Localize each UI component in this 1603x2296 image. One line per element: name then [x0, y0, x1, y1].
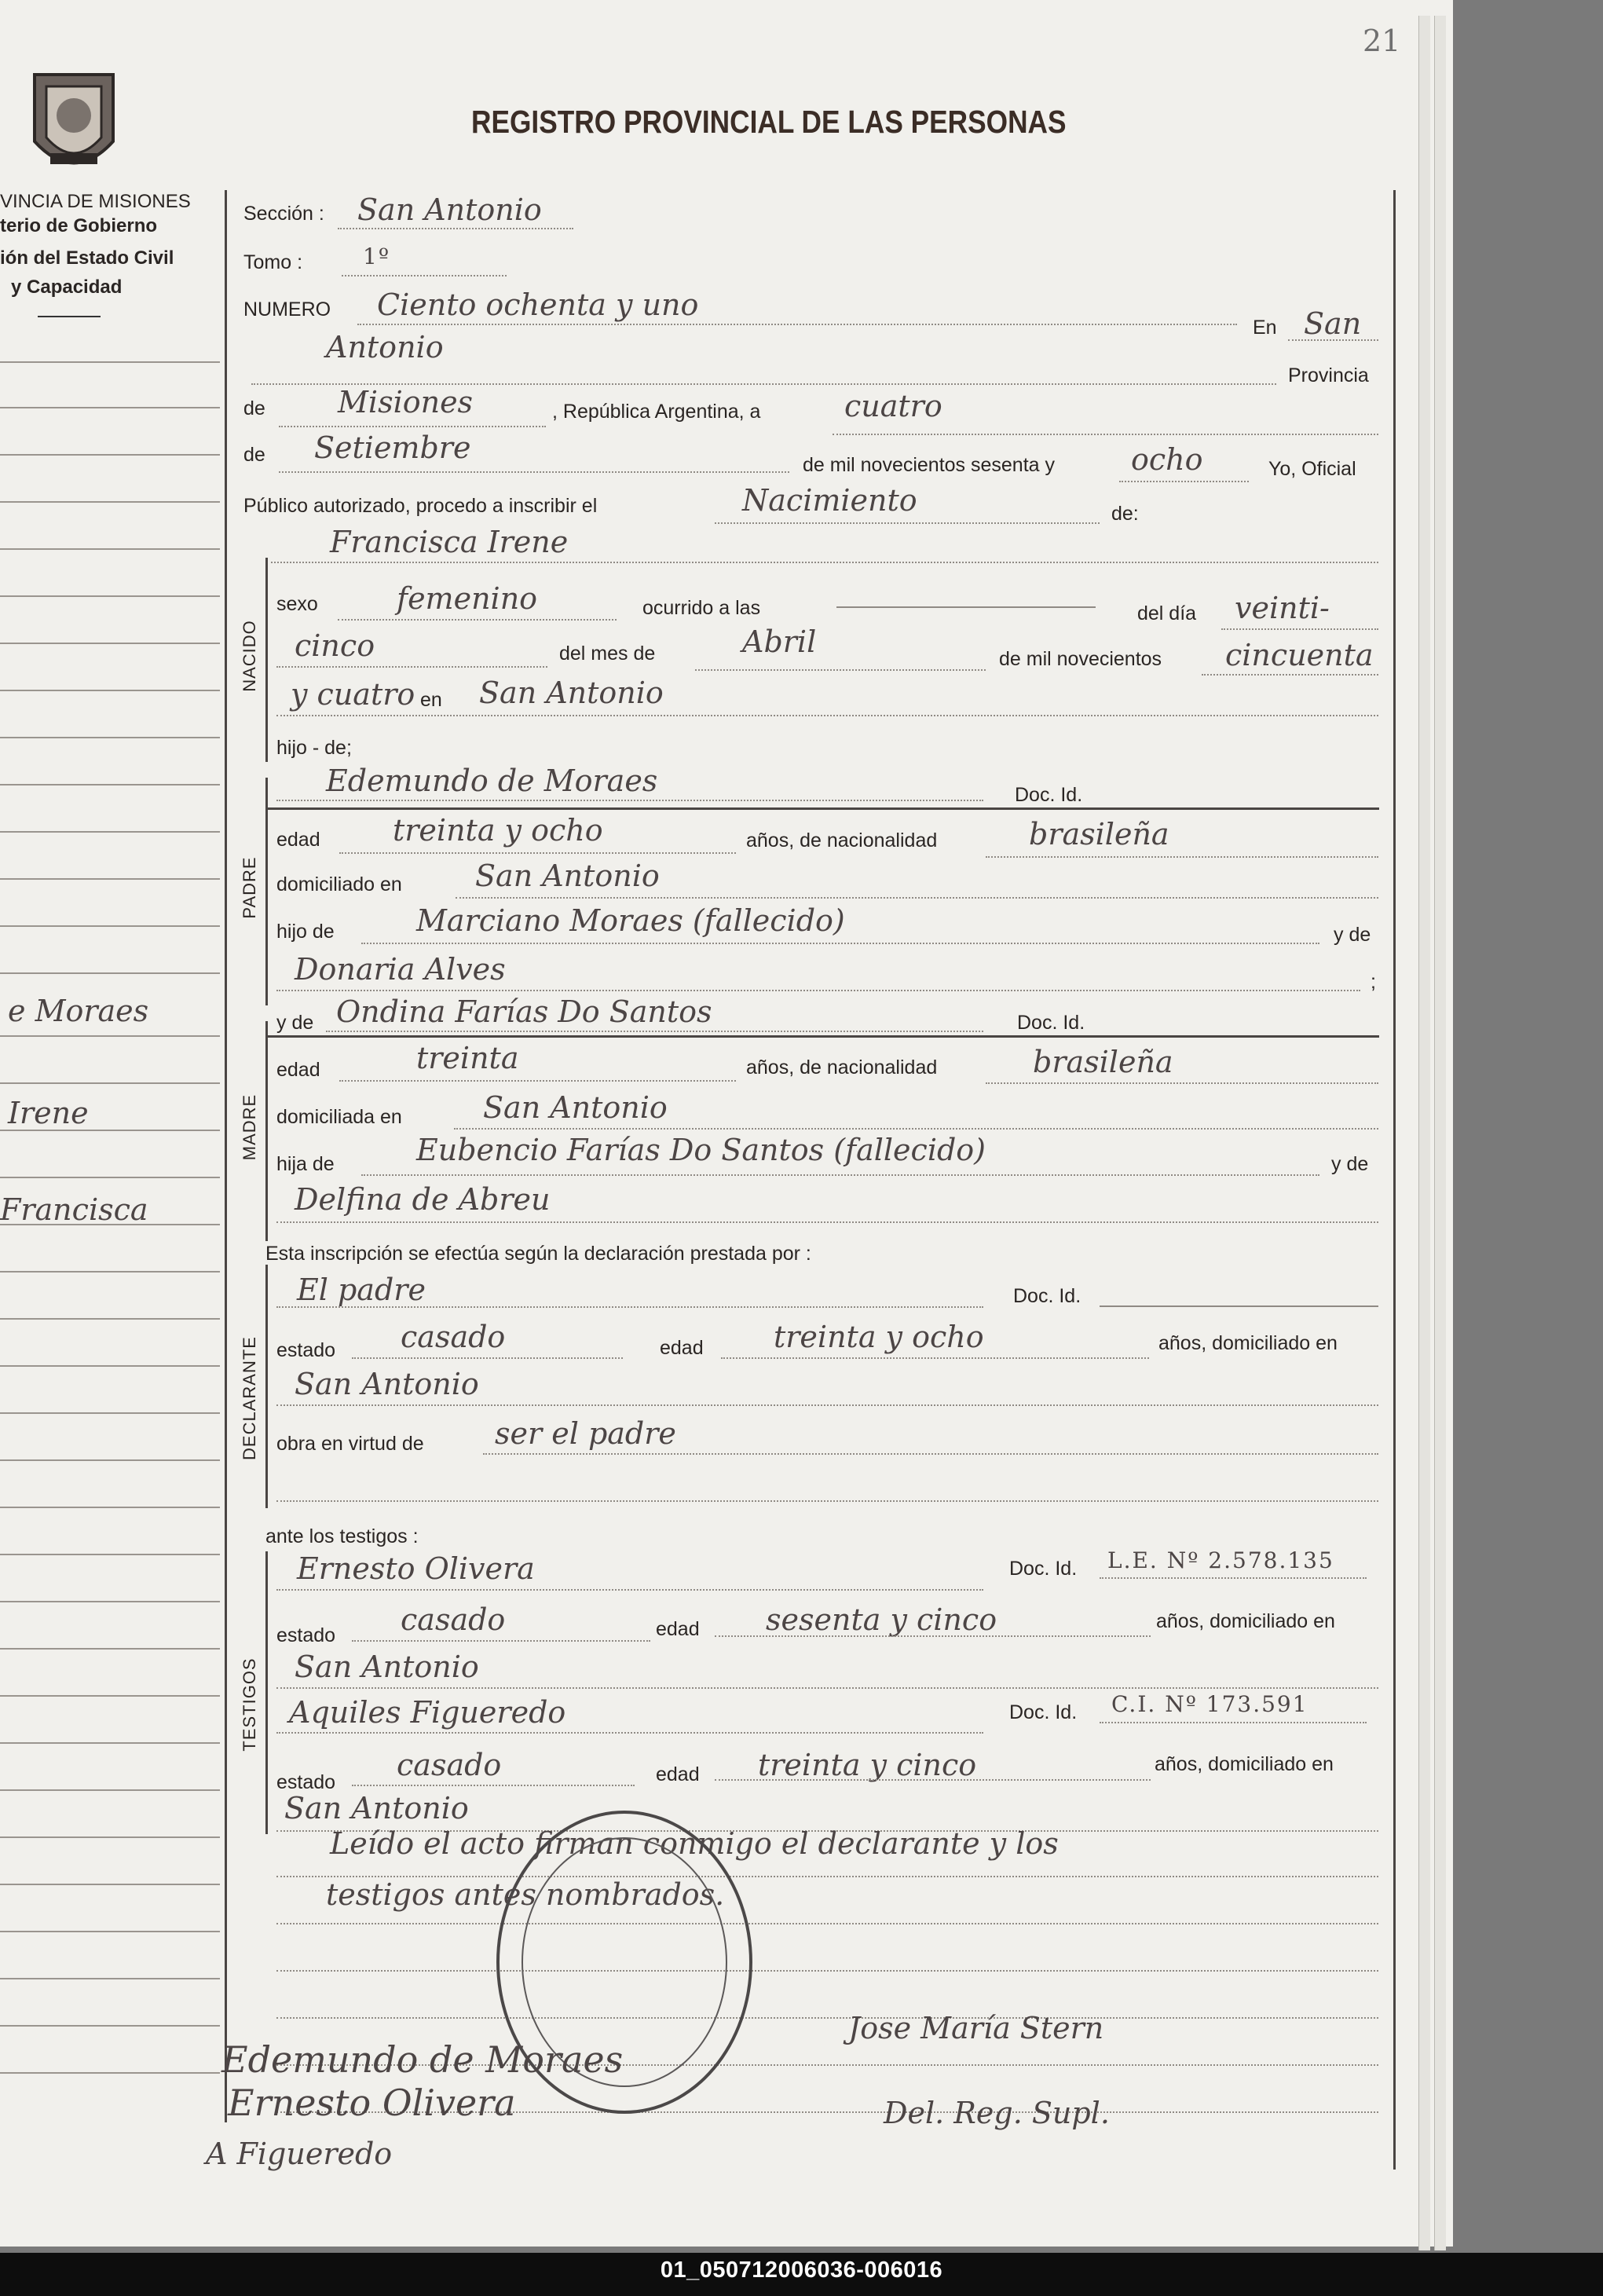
fill-line — [1100, 1305, 1378, 1307]
value-testigo2-dom: San Antonio — [284, 1791, 469, 1825]
section-bracket — [265, 558, 268, 762]
label-esta-inscripcion: Esta inscripción se efectúa según la declaración prestada por : — [265, 1243, 811, 1265]
value-lugar: San Antonio — [479, 676, 664, 710]
column-rule — [225, 190, 227, 2122]
value-decl-dom: San Antonio — [295, 1367, 479, 1401]
margin-line — [0, 1271, 220, 1273]
section-bracket — [265, 1021, 268, 1241]
section-rule — [265, 1035, 1379, 1038]
margin-line — [0, 831, 220, 833]
margin-line — [0, 361, 220, 363]
label-doc-id: Doc. Id. — [1009, 1558, 1078, 1580]
label-doc-id: Doc. Id. — [1009, 1701, 1078, 1723]
margin-line — [0, 1082, 220, 1084]
value-madre-dom: San Antonio — [483, 1090, 668, 1125]
header-line: ión del Estado Civil — [0, 247, 174, 269]
label-doc-id: Doc. Id. — [1015, 784, 1083, 806]
label-obra-virtud: obra en virtud de — [276, 1433, 424, 1455]
margin-line — [0, 1884, 220, 1885]
column-rule — [1393, 190, 1396, 2170]
label-edad: edad — [660, 1337, 704, 1359]
margin-line — [0, 1648, 220, 1650]
value-anio-nac: cincuenta — [1225, 638, 1374, 672]
value-decl-virtud: ser el padre — [495, 1416, 676, 1451]
label-en: En — [1253, 317, 1277, 339]
label-anos-nac: años, de nacionalidad — [746, 1056, 938, 1078]
label-estado: estado — [276, 1624, 336, 1646]
fill-line — [276, 1923, 1378, 1924]
page-edge — [1434, 16, 1446, 2250]
value-acto: Nacimiento — [742, 483, 917, 518]
section-label-madre: MADRE — [240, 1093, 259, 1161]
label-y-de-madre: y de — [276, 1012, 314, 1034]
fill-line — [326, 1031, 983, 1032]
fill-line — [339, 852, 736, 854]
label-republica: , República Argentina, a — [552, 401, 761, 423]
margin-line — [0, 1035, 220, 1037]
fill-line — [276, 1589, 983, 1591]
section-label-testigos: TESTIGOS — [240, 1657, 259, 1752]
fill-line — [276, 715, 1378, 716]
margin-line — [0, 454, 220, 456]
value-decl-edad: treinta y ocho — [774, 1320, 984, 1354]
fill-line — [276, 666, 547, 668]
section-bracket — [265, 1265, 268, 1508]
margin-line — [0, 1789, 220, 1791]
value-dia-cont: cinco — [295, 628, 375, 663]
fill-line — [276, 1970, 1378, 1972]
label-de-colon: de: — [1111, 503, 1139, 525]
signature-testigo2: A Figueredo — [206, 2137, 393, 2171]
fill-line — [483, 1453, 1378, 1455]
fill-line — [1100, 1722, 1367, 1723]
label-estado: estado — [276, 1771, 336, 1793]
fill-line — [715, 1635, 1151, 1637]
fill-line — [276, 1404, 1378, 1406]
value-en-cont: Antonio — [326, 330, 444, 364]
fill-line — [276, 800, 983, 801]
label-seccion: Sección : — [243, 203, 324, 225]
label-estado: estado — [276, 1339, 336, 1361]
label-edad: edad — [656, 1618, 700, 1640]
margin-line — [0, 1836, 220, 1838]
value-madre-nac: brasileña — [1033, 1045, 1173, 1079]
label-sexo: sexo — [276, 593, 318, 615]
margin-note: Francisca — [0, 1192, 148, 1227]
fill-line — [361, 1174, 1319, 1176]
section-label-nacido: NACIDO — [240, 620, 259, 692]
section-label-padre: PADRE — [240, 856, 259, 919]
fill-line — [454, 1128, 1378, 1130]
margin-line — [0, 1742, 220, 1744]
margin-note: Irene — [8, 1096, 89, 1130]
label-del-mes: del mes de — [559, 643, 656, 665]
value-testigo2-edad: treinta y cinco — [758, 1748, 977, 1782]
page-number: 21 — [1363, 24, 1401, 58]
margin-line — [0, 548, 220, 550]
header-line: terio de Gobierno — [0, 215, 158, 236]
label-anos-dom: años, domiciliado en — [1156, 1610, 1335, 1632]
margin-line — [0, 1554, 220, 1555]
value-testigo2-estado: casado — [397, 1748, 502, 1782]
fill-line — [1119, 481, 1249, 482]
margin-note: e Moraes — [8, 994, 149, 1028]
label-numero: NUMERO — [243, 298, 331, 320]
label-domiciliada-en: domiciliada en — [276, 1106, 402, 1128]
official-title: Del. Reg. Supl. — [884, 2096, 1110, 2130]
fill-line — [715, 1779, 1151, 1781]
header-rule — [38, 316, 101, 317]
header-line: y Capacidad — [11, 276, 123, 298]
margin-line — [0, 407, 220, 408]
fill-line — [836, 606, 1096, 608]
header-line: VINCIA DE MISIONES — [0, 191, 191, 212]
margin-line — [0, 1695, 220, 1697]
value-seccion: San Antonio — [357, 192, 542, 227]
label-hijo-de: hijo de — [276, 921, 335, 943]
fill-line — [276, 2017, 1378, 2019]
value-abuela-paterna: Donaria Alves — [295, 952, 506, 987]
section-rule — [265, 807, 1379, 810]
value-en: San — [1304, 306, 1362, 341]
value-decl-estado: casado — [401, 1320, 506, 1354]
value-testigo2-doc: C.I. Nº 173.591 — [1111, 1691, 1308, 1717]
value-abuelo-materno: Eubencio Farías Do Santos (fallecido) — [416, 1133, 986, 1167]
fill-line — [1288, 339, 1378, 341]
label-anos-nac: años, de nacionalidad — [746, 829, 938, 851]
margin-line — [0, 972, 220, 974]
value-anio: ocho — [1131, 442, 1203, 477]
label-de-mil-nov: de mil novecientos — [999, 648, 1162, 670]
fill-line — [986, 856, 1378, 858]
footer-id: 01_050712006036-006016 — [660, 2258, 943, 2283]
value-anio-cont: y cuatro — [291, 677, 415, 712]
label-semicolon: ; — [1371, 971, 1376, 993]
fill-line — [833, 434, 1378, 435]
fill-line — [279, 471, 789, 473]
signature-testigo1: Ernesto Olivera — [228, 2082, 516, 2124]
value-tomo: 1º — [363, 244, 390, 269]
fill-line — [338, 228, 573, 229]
fill-line — [271, 562, 1378, 563]
margin-line — [0, 1318, 220, 1320]
label-doc-id: Doc. Id. — [1017, 1012, 1085, 1034]
value-madre-nombre: Ondina Farías Do Santos — [336, 994, 712, 1029]
label-y-de: y de — [1334, 924, 1371, 946]
fill-line — [276, 1687, 1378, 1689]
label-edad: edad — [276, 1059, 320, 1081]
margin-line — [0, 1931, 220, 1932]
fill-line — [715, 522, 1100, 524]
page-edge — [1418, 16, 1430, 2250]
label-anos-dom: años, domiciliado en — [1155, 1753, 1334, 1775]
fill-line — [986, 1082, 1378, 1084]
value-padre-dom: San Antonio — [475, 859, 660, 893]
value-testigo1-doc: L.E. Nº 2.578.135 — [1107, 1547, 1334, 1573]
fill-line — [361, 943, 1319, 944]
value-padre-nac: brasileña — [1029, 817, 1169, 851]
value-declarante: El padre — [297, 1273, 426, 1307]
margin-line — [0, 2072, 220, 2074]
fill-line — [1202, 674, 1378, 676]
fill-line — [456, 897, 1378, 899]
label-provincia: Provincia — [1288, 364, 1369, 386]
label-ocurrido: ocurrido a las — [642, 597, 761, 619]
value-abuelo-paterno: Marciano Moraes (fallecido) — [416, 903, 845, 938]
fill-line — [357, 324, 1237, 325]
label-edad: edad — [656, 1763, 700, 1785]
closing-line-2: testigos antes nombrados. — [326, 1877, 725, 1912]
margin-line — [0, 737, 220, 738]
coat-of-arms-icon — [19, 67, 129, 185]
margin-line — [0, 643, 220, 644]
value-del-dia: veinti- — [1235, 591, 1330, 625]
label-mil-nov: de mil novecientos sesenta y — [803, 454, 1056, 476]
label-anos-dom: años, domiciliado en — [1158, 1332, 1338, 1354]
value-mes-nac: Abril — [742, 624, 817, 659]
value-nombre: Francisca Irene — [330, 525, 569, 559]
fill-line — [352, 1357, 623, 1359]
label-de: de — [243, 397, 265, 419]
closing-line-1: Leído el acto firman conmigo el declarante y los — [330, 1826, 1059, 1861]
value-testigo1-estado: casado — [401, 1602, 506, 1637]
margin-line — [0, 1601, 220, 1602]
label-edad: edad — [276, 829, 320, 851]
margin-line — [0, 1412, 220, 1414]
label-doc-id: Doc. Id. — [1013, 1285, 1081, 1307]
label-de: de — [243, 444, 265, 466]
margin-line — [0, 878, 220, 880]
fill-line — [339, 1080, 736, 1082]
value-testigo1-edad: sesenta y cinco — [766, 1602, 997, 1637]
fill-line — [1221, 628, 1378, 630]
margin-line — [0, 925, 220, 927]
label-del-dia: del día — [1137, 602, 1197, 624]
margin-line — [0, 2025, 220, 2027]
value-mes: Setiembre — [314, 430, 471, 465]
fill-line — [342, 275, 507, 276]
section-bracket — [265, 778, 268, 1005]
margin-line — [0, 784, 220, 785]
label-domiciliado-en: domiciliado en — [276, 873, 402, 895]
fill-line — [352, 1785, 635, 1786]
fill-line — [695, 669, 986, 671]
fill-line — [1100, 1577, 1367, 1579]
fill-line — [279, 426, 546, 427]
section-label-declarante: DECLARANTE — [240, 1336, 259, 1460]
label-hijo-de: hijo - de; — [276, 737, 352, 759]
value-abuela-materna: Delfina de Abreu — [295, 1182, 551, 1217]
margin-line — [0, 1177, 220, 1178]
margin-line — [0, 1507, 220, 1508]
value-numero: Ciento ochenta y uno — [377, 287, 699, 322]
margin-line — [0, 595, 220, 597]
label-hija-de: hija de — [276, 1153, 335, 1175]
section-bracket — [265, 1551, 268, 1834]
fill-line — [276, 1221, 1378, 1223]
label-en: en — [420, 689, 442, 711]
label-y-de: y de — [1331, 1153, 1369, 1175]
margin-line — [0, 1459, 220, 1461]
label-yo-oficial: Yo, Oficial — [1268, 458, 1356, 480]
label-tomo: Tomo : — [243, 251, 303, 273]
signature-declarante: Edemundo de Moraes — [221, 2038, 624, 2081]
value-padre-nombre: Edemundo de Moraes — [326, 764, 658, 798]
margin-line — [0, 1978, 220, 1979]
fill-line — [276, 990, 1360, 991]
fill-line — [276, 1306, 983, 1308]
fill-line — [721, 1357, 1149, 1359]
value-madre-edad: treinta — [416, 1041, 519, 1075]
value-testigo1-dom: San Antonio — [295, 1650, 479, 1684]
margin-line — [0, 1365, 220, 1367]
value-dia: cuatro — [844, 389, 942, 423]
document-title: REGISTRO PROVINCIAL DE LAS PERSONAS — [471, 104, 1067, 140]
margin-line — [0, 501, 220, 503]
value-padre-edad: treinta y ocho — [393, 813, 603, 848]
label-ante-testigos: ante los testigos : — [265, 1525, 419, 1547]
fill-line — [352, 1640, 650, 1642]
fill-line — [338, 619, 617, 621]
label-publico: Público autorizado, procedo a inscribir el — [243, 495, 598, 517]
value-testigo1: Ernesto Olivera — [297, 1551, 535, 1586]
fill-line — [276, 1500, 1378, 1502]
value-provincia: Misiones — [338, 385, 474, 419]
value-sexo: femenino — [397, 581, 538, 616]
value-testigo2: Aquiles Figueredo — [289, 1695, 566, 1730]
signature-official: Jose María Stern — [848, 2011, 1104, 2045]
margin-line — [0, 690, 220, 691]
fill-line — [276, 1732, 983, 1734]
